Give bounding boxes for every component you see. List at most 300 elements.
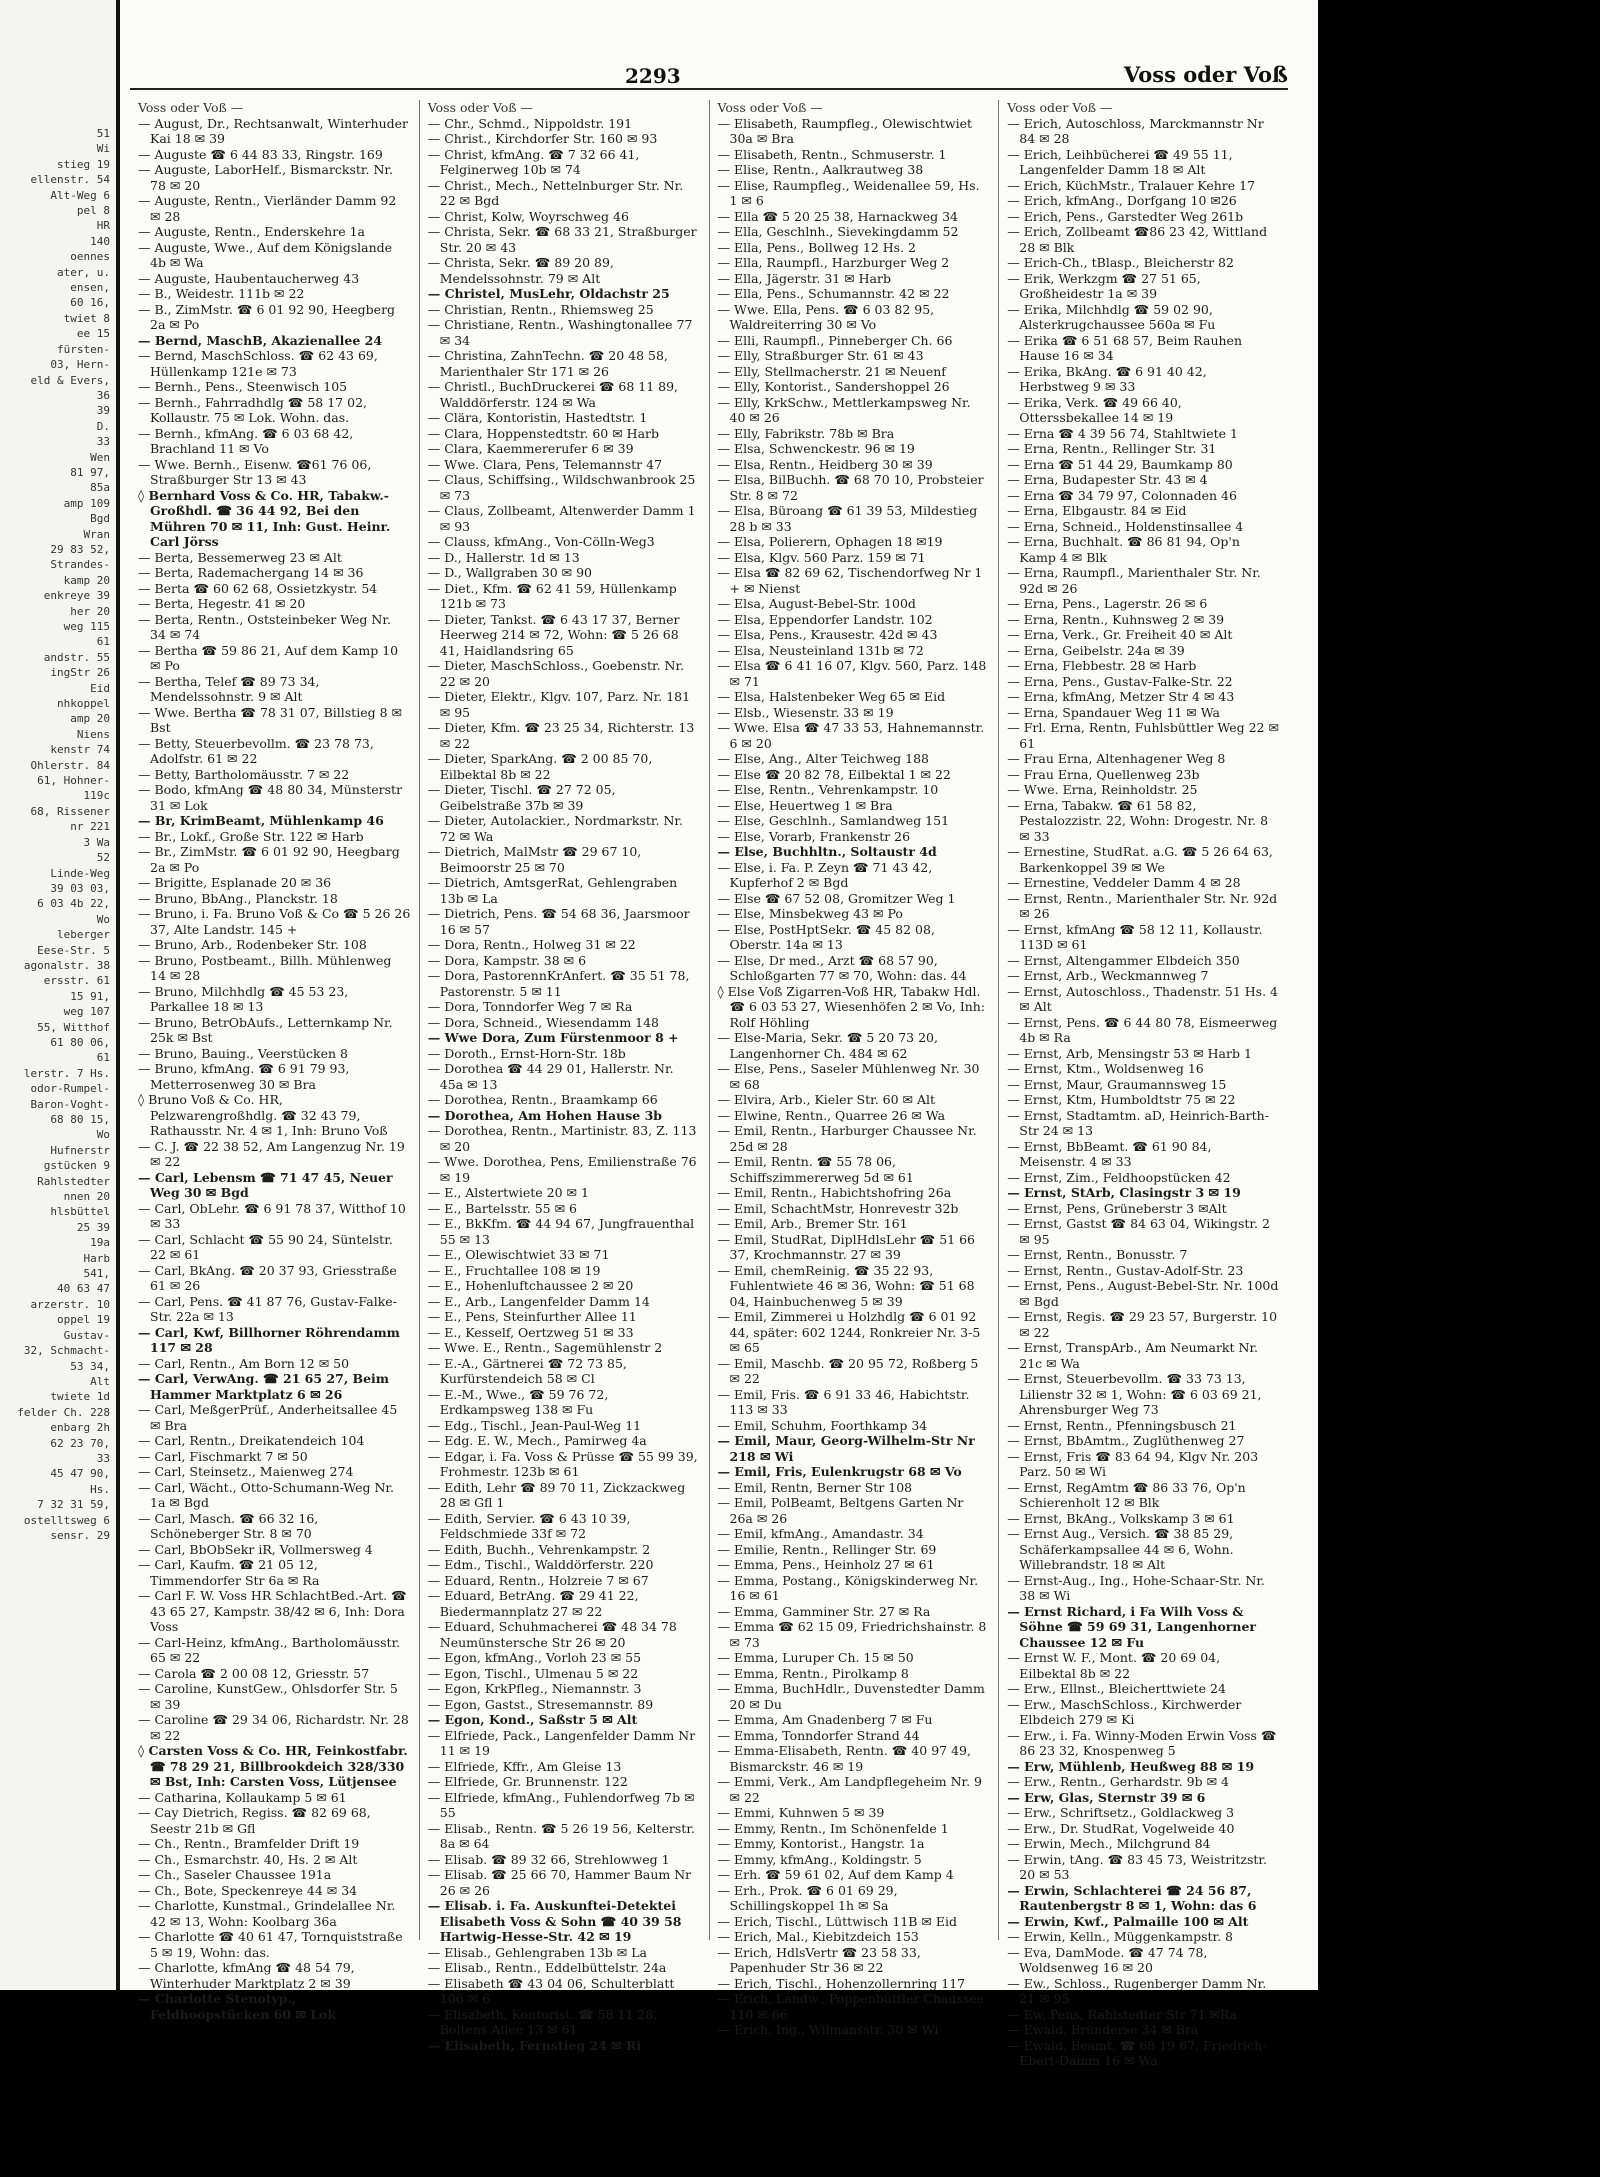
directory-entry: — Emmy, kfmAng., Koldingstr. 5: [717, 1851, 922, 1867]
left-page-line: arzerstr. 10: [30, 1297, 110, 1311]
directory-entry: — Elsa, Polierern, Ophagen 18 ✉19: [717, 534, 943, 549]
left-page-line: Ohlerstr. 84: [30, 758, 110, 772]
column-header: Voss oder Voß —: [1007, 100, 1113, 115]
directory-entry: — Dora, Rentn., Holweg 31 ✉ 22: [427, 937, 636, 952]
directory-entry: — Emma, Rentn., Pirolkamp 8: [717, 1665, 909, 1681]
directory-entry: — Auguste, Wwe., Auf dem Königslande 4b ✉ Wa: [138, 239, 393, 270]
left-page-line: Eid: [90, 681, 110, 695]
directory-entry: — Elly, KrkSchw., Mettlerkampsweg Nr. 40 ✉ 26: [717, 394, 971, 425]
directory-entry: — Elli, Raumpfl., Pinneberger Ch. 66: [717, 332, 953, 348]
directory-entry: — Br, KrimBeamt, Mühlenkamp 46: [138, 813, 384, 828]
directory-entry: — Edith, Lehr ☎ 89 70 11, Zickzackweg 28 ✉ Gfl 1: [427, 1479, 686, 1510]
left-page-line: 68, Rissener: [30, 804, 110, 818]
directory-entry: — Elsa, Rentn., Heidberg 30 ✉ 39: [717, 456, 933, 472]
left-page-line: 52: [96, 851, 110, 865]
directory-entry: — Ernst, Pens. ☎ 6 44 80 78, Eismeerweg 4b ✉ Ra: [1007, 1014, 1278, 1045]
directory-entry: — Ernst W. F., Mont. ☎ 20 69 04, Eilbektal 8b ✉ 22: [1007, 1650, 1221, 1681]
directory-entry: — B., Weidestr. 111b ✉ 22: [138, 286, 305, 301]
column-entries: [428, 116, 701, 2054]
directory-entry: — Emmy, Kontorist., Hangstr. 1a: [717, 1836, 925, 1851]
directory-entry: — Else, Dr med., Arzt ☎ 68 57 90, Schloßgarten 77 ✉ 70, Wohn: das. 44: [717, 952, 967, 983]
directory-entry: — Berta, Rentn., Oststeinbeker Weg Nr. 34 ✉ 74: [138, 611, 391, 642]
left-page-line: D.: [96, 419, 110, 433]
directory-entry: — Erik, Werkzgm ☎ 27 51 65, Großheidestr 1a ✉ 39: [1007, 270, 1201, 301]
left-page-line: ersstr. 61: [43, 974, 110, 988]
directory-entry: — Emil, PolBeamt, Beltgens Garten Nr 26a ✉ 26: [717, 1495, 964, 1526]
left-page-line: 51: [96, 127, 110, 140]
left-page-line: enbarg 2h: [50, 1421, 110, 1435]
directory-entry: — Ernst, Pens., August-Bebel-Str. Nr. 100d ✉ Bgd: [1007, 1278, 1279, 1309]
directory-entry: — Clara, Kaemmererufer 6 ✉ 39: [427, 441, 634, 456]
left-page-line: 15 91,: [70, 989, 110, 1003]
directory-entry: — Caroline ☎ 29 34 06, Richardstr. Nr. 28 ✉ 22: [138, 1712, 409, 1743]
left-page-line: 45 47 90,: [50, 1467, 110, 1481]
directory-entry: — Ernst, RegAmtm ☎ 86 33 76, Op'n Schierenholt 12 ✉ Blk: [1007, 1479, 1246, 1510]
directory-entry: — Bernh., Fahrradhdlg ☎ 58 17 02, Kollaustr. 75 ✉ Lok. Wohn. das.: [138, 394, 367, 425]
directory-entry: — Caroline, KunstGew., Ohlsdorfer Str. 5 ✉ 39: [138, 1681, 398, 1712]
directory-entry: — Elsa, Neusteinland 131b ✉ 72: [717, 642, 924, 658]
directory-entry: — E., Olewischtwiet 33 ✉ 71: [427, 1247, 610, 1262]
directory-entry: — Betty, Bartholomäusstr. 7 ✉ 22: [138, 766, 350, 782]
directory-entry: — Dietrich, MalMstr ☎ 29 67 10, Beimoorstr 25 ✉ 70: [427, 844, 642, 875]
directory-entry: — Elfriede, kfmAng., Fuhlendorfweg 7b ✉ 55: [427, 1789, 695, 1820]
directory-entry: — Elfriede, Kffr., Am Gleise 13: [427, 1758, 622, 1774]
directory-entry: — Erich, kfmAng., Dorfgang 10 ✉26: [1007, 193, 1237, 208]
left-page-line: 39 03 03,: [50, 881, 110, 895]
directory-entry: — Carl, Rentn., Dreikatendeich 104: [138, 1433, 365, 1448]
left-page-line: oppel 19: [57, 1313, 110, 1327]
left-page-line: 7 32 31 59,: [37, 1498, 110, 1512]
directory-entry: — Erna, Elbgaustr. 84 ✉ Eid: [1007, 503, 1187, 518]
directory-entry: — Elvira, Arb., Kieler Str. 60 ✉ Alt: [717, 1092, 936, 1107]
left-page-line: ee 15: [76, 327, 110, 341]
directory-entry: — Carl, Schlacht ☎ 55 90 24, Süntelstr. 22 ✉ 61: [138, 1231, 393, 1262]
left-page-line: Wran: [83, 527, 110, 541]
directory-entry: — Elwine, Rentn., Quarree 26 ✉ Wa: [717, 1107, 946, 1123]
directory-entry: — Edgar, i. Fa. Voss & Prüsse ☎ 55 99 39, Frohmestr. 123b ✉ 61: [427, 1448, 698, 1479]
directory-entry: — Erna, Buchhalt. ☎ 86 81 94, Op'n Kamp 4 ✉ Blk: [1007, 534, 1240, 565]
directory-entry: — Christ., Mech., Nettelnburger Str. Nr. 22 ✉ Bgd: [427, 177, 684, 208]
directory-entry: — Ernst, Arb., Weckmannweg 7: [1007, 968, 1209, 983]
column-entries: [718, 116, 991, 2038]
directory-entry: — Ernst, Arb, Mensingstr 53 ✉ Harb 1: [1007, 1045, 1252, 1061]
left-page-line: twiete 1d: [50, 1390, 110, 1404]
directory-entry: — Ernst, Rentn., Pfenningsbusch 21: [1007, 1417, 1237, 1433]
column-1: [130, 100, 419, 2022]
directory-entry: — Br., Lokf., Große Str. 122 ✉ Harb: [138, 828, 364, 844]
left-page-line: kamp 20: [63, 573, 110, 587]
column-entries: [1007, 116, 1280, 2069]
directory-entry: — Edith, Servier. ☎ 6 43 10 39, Feldschmiede 33f ✉ 72: [427, 1510, 631, 1541]
directory-entry: — Ernst, StArb, Clasingstr 3 ✉ 19: [1007, 1185, 1241, 1200]
directory-entry: — Ernst, Maur, Graumannsweg 15: [1007, 1076, 1227, 1092]
directory-entry: — Elisab. ☎ 25 66 70, Hammer Baum Nr 26 ✉ 26: [427, 1867, 692, 1898]
directory-entry: — Chr., Schmd., Nippoldstr. 191: [427, 115, 633, 131]
directory-entry: — Erich, HdlsVertr ☎ 23 58 33, Papenhuder Str 36 ✉ 22: [717, 1944, 921, 1975]
directory-entry: — Erich, Zollbeamt ☎86 23 42, Wittland 28 ✉ Blk: [1007, 224, 1268, 255]
directory-entry: — Erna, Pens., Lagerstr. 26 ✉ 6: [1007, 596, 1208, 611]
directory-entry: — Elise, Raumpfleg., Weidenallee 59, Hs. 1 ✉ 6: [717, 177, 980, 208]
left-page-line: 140: [90, 234, 110, 248]
directory-entry: — Carl, VerwAng. ☎ 21 65 27, Beim Hammer Marktplatz 6 ✉ 26: [138, 1371, 390, 1402]
directory-entry: — Dorothea, Rentn., Martinistr. 83, Z. 113 ✉ 20: [427, 1123, 697, 1154]
left-page-line: Wen: [90, 450, 110, 464]
directory-entry: — Else, i. Fa. P. Zeyn ☎ 71 43 42, Kupferhof 2 ✉ Bgd: [717, 859, 933, 890]
directory-entry: — Erna, Rentn., Kuhnsweg 2 ✉ 39: [1007, 611, 1225, 627]
left-page-line: nr 221: [70, 820, 110, 834]
directory-entry: — Emmi, Verk., Am Landpflegeheim Nr. 9 ✉ 22: [717, 1774, 983, 1805]
directory-entry: — Bernd, MaschSchloss. ☎ 62 43 69, Hüllenkamp 121e ✉ 73: [138, 348, 378, 379]
directory-entry: — Dieter, SparkAng. ☎ 2 00 85 70, Eilbektal 8b ✉ 22: [427, 751, 653, 782]
directory-entry: — Berta, Bessemerweg 23 ✉ Alt: [138, 549, 342, 565]
directory-entry: — Carl, Lebensm ☎ 71 47 45, Neuer Weg 30 ✉ Bgd: [138, 1169, 393, 1200]
directory-entry: — Wwe. Clara, Pens, Telemannstr 47: [427, 456, 663, 472]
directory-entry: — Carl, Steinsetz., Maienweg 274: [138, 1464, 354, 1479]
left-page-line: nnen 20: [63, 1190, 110, 1204]
left-page-line: 119c: [83, 789, 110, 803]
directory-entry: — Ernst Aug., Versich. ☎ 38 85 29, Schäferkampsallee 44 ✉ 6, Wohn. Willebrandstr. 18 ✉ Alt: [1007, 1526, 1234, 1572]
directory-entry: — Erw., Schriftsetz., Goldlackweg 3: [1007, 1805, 1235, 1820]
directory-entry: — Edg., Tischl., Jean-Paul-Weg 11: [427, 1417, 642, 1433]
directory-entry: — Ernst, Stadtamtm. aD, Heinrich-Barth-Str 24 ✉ 13: [1007, 1107, 1269, 1138]
directory-entry: — Dietrich, Pens. ☎ 54 68 36, Jaarsmoor 16 ✉ 57: [427, 906, 690, 937]
directory-entry: ◊ Bruno Voß & Co. HR, Pelzwarengroßhdlg. ☎ 32 43 79, Rathausstr. Nr. 4 ✉ 1, Inh: Bruno Voß: [138, 1092, 388, 1138]
directory-entry: ◊ Bernhard Voss & Co. HR, Tabakw.-Großhdl. ☎ 36 44 92, Bei den Mühren 70 ✉ 11, Inh: Gust. Heinr. Carl Jörss: [138, 487, 391, 549]
left-page-line: Hs.: [90, 1482, 110, 1496]
directory-entry: — Else, Heuertweg 1 ✉ Bra: [717, 797, 893, 813]
left-page-line: pel 8: [76, 204, 110, 218]
directory-entry: — Dieter, MaschSchloss., Goebenstr. Nr. 22 ✉ 20: [427, 658, 685, 689]
directory-entry: — Erw., Dr. StudRat, Vogelweide 40: [1007, 1820, 1235, 1836]
directory-entry: — Elsa, Schwenckestr. 96 ✉ 19: [717, 441, 915, 456]
directory-entry: — Ernestine, Veddeler Damm 4 ✉ 28: [1007, 875, 1241, 890]
directory-entry: — Christ., Kirchdorfer Str. 160 ✉ 93: [427, 131, 658, 146]
directory-entry: — Charlotte ☎ 40 61 47, Tornquiststraße 5 ✉ 19, Wohn: das.: [138, 1929, 403, 1960]
directory-entry: — Auguste ☎ 6 44 83 33, Ringstr. 169: [138, 146, 383, 162]
left-page-line: Wo: [96, 1128, 110, 1142]
directory-entry: — Ewald, Bründerse 34 ✉ Bra: [1007, 2022, 1199, 2037]
left-page-line: 40 63 47: [57, 1282, 110, 1296]
directory-entry: — Elsa, Halstenbeker Weg 65 ✉ Eid: [717, 689, 946, 704]
directory-entry: — Erika, Verk. ☎ 49 66 40, Otterssbekallee 14 ✉ 19: [1007, 394, 1182, 425]
directory-entry: — Wwe. Elsa ☎ 47 33 53, Hahnemannstr. 6 ✉ 20: [717, 720, 985, 751]
directory-entry: — Erna, Schneid., Holdenstinsallee 4: [1007, 518, 1244, 534]
directory-entry: — Emma, Postang., Königskinderweg Nr. 16 ✉ 61: [717, 1572, 979, 1603]
column-header: Voss oder Voß —: [138, 100, 244, 115]
directory-entry: — Emma, Gamminer Str. 27 ✉ Ra: [717, 1603, 931, 1619]
directory-entry: — Carl, Pens. ☎ 41 87 76, Gustav-Falke-Str. 22a ✉ 13: [138, 1293, 397, 1324]
directory-entry: — Elsa, Klgv. 560 Parz. 159 ✉ 71: [717, 549, 926, 565]
directory-entry: — Ewald, Beamt. ☎ 68 19 67, Friedrich-Ebert-Damm 16 ✉ Wa: [1007, 2037, 1267, 2068]
directory-entry: — Bernd, MaschB, Akazienallee 24: [138, 332, 383, 348]
left-page-line: weg 107: [63, 1005, 110, 1019]
directory-entry: — Ch., Saseler Chaussee 191a: [138, 1867, 332, 1882]
column-2: [419, 100, 709, 2053]
directory-entry: — Erw., Rentn., Gerhardstr. 9b ✉ 4: [1007, 1774, 1229, 1789]
directory-entry: — Bernh., kfmAng. ☎ 6 03 68 42, Brachland 11 ✉ Vo: [138, 425, 354, 456]
directory-entry: ◊ Carsten Voss & Co. HR, Feinkostfabr. ☎ 78 29 21, Billbrookdeich 328/330 ✉ Bst, Inh: Carsten Voss, Lütjensee: [138, 1743, 408, 1789]
directory-entry: — Emil, SchachtMstr, Honrevestr 32b: [717, 1200, 959, 1216]
left-page-line: odor-Rumpel-: [30, 1082, 110, 1096]
directory-entry: — Berta ☎ 60 62 68, Ossietzkystr. 54: [138, 580, 378, 596]
directory-entry: — D., Hallerstr. 1d ✉ 13: [427, 549, 580, 565]
directory-entry: — Erich, Mal., Kiebitzdeich 153: [717, 1929, 919, 1944]
directory-entry: — Else ☎ 20 82 78, Eilbektal 1 ✉ 22: [717, 766, 951, 782]
directory-entry: — Erna, Pens., Gustav-Falke-Str. 22: [1007, 673, 1233, 689]
directory-entry: — Ew, Pens, Rahlstedter Str 71 ✉Ra: [1007, 2006, 1238, 2022]
directory-entry: — Elisab., Rentn. ☎ 5 26 19 56, Kelterstr. 8a ✉ 64: [427, 1820, 695, 1851]
directory-entry: — Erich, Leihbücherei ☎ 49 55 11, Langenfelder Damm 18 ✉ Alt: [1007, 146, 1233, 177]
left-page-line: felder Ch. 228: [17, 1405, 110, 1419]
directory-entry: — Ernst, BbAmtm., Zuglüthenweg 27: [1007, 1433, 1245, 1448]
directory-entry: — Emil, Arb., Bremer Str. 161: [717, 1216, 908, 1231]
left-page-line: Niens: [76, 727, 110, 741]
directory-entry: — Claus, Zollbeamt, Altenwerder Damm 1 ✉ 93: [427, 503, 696, 534]
left-page-line: 62 23 70,: [50, 1436, 110, 1450]
directory-entry: — Christina, ZahnTechn. ☎ 20 48 58, Marienthaler Str 171 ✉ 26: [427, 348, 668, 379]
left-page-line: 33: [96, 1451, 110, 1465]
left-page-line: 61: [96, 1051, 110, 1065]
directory-entry: — Egon, KrkPfleg., Niemannstr. 3: [427, 1681, 642, 1696]
directory-entry: — Emma, BuchHdlr., Duvenstedter Damm 20 ✉ Du: [717, 1681, 985, 1712]
left-page-line: weg 115: [63, 620, 110, 633]
left-page-line: oennes: [70, 250, 110, 264]
column-3: [709, 100, 999, 2037]
directory-entry: — Elisab., Gehlengraben 13b ✉ La: [427, 1944, 647, 1960]
directory-entry: — Erwin, Mech., Milchgrund 84: [1007, 1836, 1211, 1851]
left-page-line: 53 34,: [70, 1359, 110, 1373]
left-page-line: 541,: [83, 1267, 110, 1281]
left-page-line: ellenstr. 54: [30, 173, 110, 187]
directory-entry: — Carl, ObLehr. ☎ 6 91 78 37, Witthof 10 ✉ 33: [138, 1200, 406, 1231]
directory-entry: — Carl-Heinz, kfmAng., Bartholomäusstr. 65 ✉ 22: [138, 1634, 401, 1665]
column-entries: [138, 116, 411, 2023]
directory-entry: — Erich, KüchMstr., Tralauer Kehre 17: [1007, 177, 1256, 193]
directory-entry: — Wwe. Dorothea, Pens, Emilienstraße 76 ✉ 19: [427, 1154, 697, 1185]
directory-entry: — Erna, Tabakw. ☎ 61 58 82, Pestalozzistr. 22, Wohn: Drogestr. Nr. 8 ✉ 33: [1007, 797, 1269, 844]
directory-entry: — E., Kesself, Oertzweg 51 ✉ 33: [427, 1324, 634, 1340]
left-page-line: her 20: [70, 604, 110, 618]
left-page-line: kenstr 74: [50, 743, 110, 757]
directory-entry: — Carola ☎ 2 00 08 12, Griesstr. 57: [138, 1665, 370, 1681]
directory-entry: — Ernst, Gastst ☎ 84 63 04, Wikingstr. 2 ✉ 95: [1007, 1216, 1270, 1247]
directory-entry: — Erna ☎ 34 79 97, Colonnaden 46: [1007, 487, 1237, 503]
directory-entry: — Elsa ☎ 82 69 62, Tischendorfweg Nr 1 + ✉ Nienst: [717, 565, 983, 596]
directory-entry: — E., Pens, Steinfurther Allee 11: [427, 1309, 637, 1324]
directory-entry: — Erwin, Kelln., Müggenkampstr. 8: [1007, 1929, 1234, 1944]
left-page-line: hlsbüttel: [50, 1205, 110, 1219]
directory-entry: — Egon, Tischl., Ulmenau 5 ✉ 22: [427, 1665, 639, 1681]
directory-entry: — Frl. Erna, Rentn, Fuhlsbüttler Weg 22 ✉ 61: [1007, 720, 1279, 751]
directory-entry: — Eva, DamMode. ☎ 47 74 78, Woldsenweg 16 ✉ 20: [1007, 1944, 1208, 1975]
directory-entry: — Wwe. Bernh., Eisenw. ☎61 76 06, Straßburger Str 13 ✉ 43: [138, 456, 372, 487]
directory-entry: — Elly, Fabrikstr. 78b ✉ Bra: [717, 425, 895, 441]
directory-entry: — C. J. ☎ 22 38 52, Am Langenzug Nr. 19 ✉ 22: [138, 1138, 405, 1169]
directory-entry: — Christ, kfmAng. ☎ 7 32 66 41, Felginerweg 10b ✉ 74: [427, 146, 640, 177]
directory-entry: — Wwe. Bertha ☎ 78 31 07, Billstieg 8 ✉ Bst: [138, 704, 402, 735]
directory-entry: — Else, Buchhltn., Soltaustr 4d: [717, 844, 937, 859]
directory-entry: — E.-M., Wwe., ☎ 59 76 72, Erdkampsweg 138 ✉ Fu: [427, 1386, 609, 1417]
directory-entry: — Ch., Esmarchstr. 40, Hs. 2 ✉ Alt: [138, 1851, 358, 1867]
directory-entry: — Emil, Zimmerei u Holzhdlg ☎ 6 01 92 44, später: 602 1244, Ronkreier Nr. 3-5 ✉ 65: [717, 1309, 981, 1355]
directory-entry: — D., Wallgraben 30 ✉ 90: [427, 565, 593, 580]
directory-entry: — Else-Maria, Sekr. ☎ 5 20 73 20, Langenhorner Ch. 484 ✉ 62: [717, 1030, 938, 1061]
directory-entry: — Christ, Kolw, Woyrschweg 46: [427, 208, 629, 224]
directory-entry: — Elisabeth ☎ 43 04 06, Schulterblatt 106 ✉ 6: [427, 1975, 675, 2006]
directory-entry: — Dora, Tonndorfer Weg 7 ✉ Ra: [427, 999, 633, 1014]
page-number: 2293: [625, 64, 681, 88]
directory-entry: — E.-A., Gärtnerei ☎ 72 73 85, Kurfürstendeich 58 ✉ Cl: [427, 1355, 627, 1386]
directory-entry: — Ernst-Aug., Ing., Hohe-Schaar-Str. Nr. 38 ✉ Wi: [1007, 1572, 1265, 1603]
left-page-line: HR: [96, 219, 110, 233]
directory-entry: — Edm., Tischl., Walddörferstr. 220: [427, 1557, 654, 1572]
directory-entry: — Elsa ☎ 6 41 16 07, Klgv. 560, Parz. 148 ✉ 71: [717, 658, 987, 689]
directory-entry: — Elsa, Pens., Krausestr. 42d ✉ 43: [717, 627, 938, 642]
directory-entry: — Br., ZimMstr. ☎ 6 01 92 90, Heegbarg 2a ✉ Po: [138, 844, 400, 875]
directory-entry: — Elly, Kontorist., Sandershoppel 26: [717, 379, 950, 394]
directory-entry: — Eduard, BetrAng. ☎ 29 41 22, Biedermannplatz 27 ✉ 22: [427, 1588, 639, 1619]
directory-entry: — Dieter, Kfm. ☎ 23 25 34, Richterstr. 13 ✉ 22: [427, 720, 695, 751]
directory-entry: — Emmi, Kuhnwen 5 ✉ 39: [717, 1805, 885, 1820]
directory-entry: — Frau Erna, Quellenweg 23b: [1007, 766, 1200, 782]
directory-entry: — Elsa, August-Bebel-Str. 100d: [717, 596, 916, 611]
directory-entry: — Else ☎ 67 52 08, Gromitzer Weg 1: [717, 890, 956, 906]
directory-entry: — Christel, MusLehr, Oldachstr 25: [427, 286, 670, 301]
left-page-line: 19a: [90, 1236, 110, 1250]
directory-entry: — Ernst, BbBeamt. ☎ 61 90 84, Meisenstr. 4 ✉ 33: [1007, 1138, 1212, 1169]
directory-entry: — Ernst, Autoschloss., Thadenstr. 51 Hs. 4 ✉ Alt: [1007, 983, 1278, 1014]
left-page-line: ostelltsweg 6: [23, 1513, 110, 1527]
directory-entry: — Emil, Schuhm, Foorthkamp 34: [717, 1417, 928, 1433]
directory-entry: — Dieter, Autolackier., Nordmarkstr. Nr. 72 ✉ Wa: [427, 813, 683, 844]
directory-entry: — Erich, Ing., Wilmansstr. 30 ✉ Wi: [717, 2022, 939, 2037]
directory-entry: — Ernst, Rentn., Bonusstr. 7: [1007, 1247, 1188, 1262]
directory-entry: — Erna ☎ 51 44 29, Baumkamp 80: [1007, 456, 1233, 472]
directory-entry: — Else, Vorarb, Frankenstr 26: [717, 828, 911, 844]
left-page-line: 60 16,: [70, 296, 110, 310]
directory-entry: — Emil, Rentn., Harburger Chaussee Nr. 25d ✉ 28: [717, 1123, 977, 1154]
left-page-line: Bgd: [90, 512, 110, 526]
directory-entry: — Dieter, Elektr., Klgv. 107, Parz. Nr. 181 ✉ 95: [427, 689, 691, 720]
directory-entry: — Ernst, BkAng., Volkskamp 3 ✉ 61: [1007, 1510, 1235, 1526]
directory-entry: — Else, Pens., Saseler Mühlenweg Nr. 30 ✉ 68: [717, 1061, 980, 1092]
directory-entry: — Emil, Rentn, Berner Str 108: [717, 1479, 913, 1495]
directory-entry: — Erwin, Kwf., Palmaille 100 ✉ Alt: [1007, 1913, 1249, 1929]
left-page-line: eld & Evers,: [30, 373, 110, 387]
directory-entry: — Berta, Rademachergang 14 ✉ 36: [138, 565, 364, 580]
left-page-line: nhkoppel: [57, 697, 110, 711]
directory-entry: — Elise, Rentn., Aalkrautweg 38: [717, 162, 924, 177]
left-page-line: ater, u.: [57, 265, 110, 279]
directory-entry: — Emil, Fris, Eulenkrugstr 68 ✉ Vo: [717, 1464, 962, 1479]
left-page-line: stieg 19: [57, 157, 110, 171]
directory-entry: — Bruno, Postbeamt., Billh. Mühlenweg 14 ✉ 28: [138, 952, 392, 983]
directory-entry: — Emma, Luruper Ch. 15 ✉ 50: [717, 1650, 914, 1665]
directory-entry: — Emil, kfmAng., Amandastr. 34: [717, 1526, 924, 1541]
page-title: Voss oder Voß: [1123, 62, 1288, 87]
directory-entry: — Erich, Landw., Poppenbüttler Chaussee 110 ✉ 66: [717, 1991, 985, 2022]
directory-entry: — August, Dr., Rechtsanwalt, Winterhuder Kai 18 ✉ 39: [138, 115, 409, 146]
directory-entry: — Elsa, BilBuchh. ☎ 68 70 10, Probsteier Str. 8 ✉ 72: [717, 472, 984, 503]
directory-entry: — Erika ☎ 6 51 68 57, Beim Rauhen Hause 16 ✉ 34: [1007, 332, 1243, 363]
directory-entry: — Elisab. ☎ 89 32 66, Strehlowweg 1: [427, 1851, 670, 1867]
left-page-line: Rahlstedter: [37, 1174, 110, 1188]
directory-entry: — Elfriede, Gr. Brunnenstr. 122: [427, 1774, 628, 1789]
directory-entry: — Ella ☎ 5 20 25 38, Harnackweg 34: [717, 208, 958, 224]
left-page-fragment: [0, 0, 120, 1990]
left-page-line: 29 83 52,: [50, 542, 110, 556]
directory-entry: — Carl, Fischmarkt 7 ✉ 50: [138, 1448, 308, 1464]
directory-entry: — Emmy, Rentn., Im Schönenfelde 1: [717, 1820, 949, 1836]
directory-entry: — Bruno, BbAng., Planckstr. 18: [138, 890, 338, 906]
directory-entry: — Erw., i. Fa. Winny-Moden Erwin Voss ☎ 86 23 32, Knospenweg 5: [1007, 1727, 1277, 1758]
left-page-line: Eese-Str. 5: [37, 943, 110, 957]
directory-entry: — Ella, Jägerstr. 31 ✉ Harb: [717, 270, 891, 286]
left-page-line: ensen,: [70, 281, 110, 295]
directory-entry: — Christiane, Rentn., Washingtonallee 77 ✉ 34: [427, 317, 693, 348]
directory-entry: — Carl, Wächt., Otto-Schumann-Weg Nr. 1a ✉ Bgd: [138, 1479, 394, 1510]
left-page-line: gstücken 9: [43, 1159, 110, 1173]
directory-entry: — Erika, BkAng. ☎ 6 91 40 42, Herbstweg 9 ✉ 33: [1007, 363, 1207, 394]
directory-entry: — Ernst, Rentn., Gustav-Adolf-Str. 23: [1007, 1262, 1244, 1278]
directory-entry: — Erw., MaschSchloss., Kirchwerder Elbdeich 279 ✉ Ki: [1007, 1696, 1242, 1727]
directory-entry: — Dora, Kampstr. 38 ✉ 6: [427, 952, 587, 968]
directory-entry: — Dorothea, Rentn., Braamkamp 66: [427, 1092, 658, 1107]
directory-entry: — Bruno, Bauing., Veerstücken 8: [138, 1045, 348, 1061]
directory-entry: — Egon, Kond., Saßstr 5 ✉ Alt: [427, 1712, 638, 1727]
left-page-line: enkreye 39: [43, 589, 110, 603]
directory-entry: — Erich, Autoschloss, Marckmannstr Nr 84 ✉ 28: [1007, 115, 1264, 146]
directory-entry: — Dora, Schneid., Wiesendamm 148: [427, 1014, 660, 1030]
directory-entry: — Carl, Masch. ☎ 66 32 16, Schöneberger Str. 8 ✉ 70: [138, 1510, 319, 1541]
column-4: [998, 100, 1288, 2068]
left-page-line: 68 80 15,: [50, 1113, 110, 1126]
directory-entry: — Auguste, Haubentaucherweg 43: [138, 270, 360, 286]
left-page-line: 39: [96, 404, 110, 418]
left-page-line: 33: [96, 435, 110, 449]
directory-entry: — Erich, Tischl., Hohenzollernring 117: [717, 1975, 966, 1991]
directory-entry: — Ernst, Regis. ☎ 29 23 57, Burgerstr. 10 ✉ 22: [1007, 1309, 1278, 1340]
directory-entry: — Else, PostHptSekr. ☎ 45 82 08, Oberstr. 14a ✉ 13: [717, 921, 935, 952]
left-page-line: 03, Hern-: [50, 358, 110, 372]
directory-entry: — Erna, Spandauer Weg 11 ✉ Wa: [1007, 704, 1220, 720]
directory-entry: — Egon, kfmAng., Vorloh 23 ✉ 55: [427, 1650, 642, 1665]
directory-entry: — Bruno, Milchhdlg ☎ 45 53 23, Parkallee 18 ✉ 13: [138, 983, 349, 1014]
directory-entry: — Else, Geschlnh., Samlandweg 151: [717, 813, 950, 828]
directory-entry: — Berta, Hegestr. 41 ✉ 20: [138, 596, 306, 611]
directory-entry: — Christl., BuchDruckerei ☎ 68 11 89, Walddörferstr. 124 ✉ Wa: [427, 379, 679, 410]
directory-entry: — Erna, Flebbestr. 28 ✉ Harb: [1007, 658, 1197, 673]
directory-entry: — Emil, Rentn. ☎ 55 78 06, Schiffszimmererweg 5d ✉ 61: [717, 1154, 914, 1185]
directory-entry: — Elisab., Rentn., Eddelbüttelstr. 24a: [427, 1960, 667, 1975]
directory-entry: — Ella, Pens., Schumannstr. 42 ✉ 22: [717, 286, 950, 301]
directory-entry: — Claus, Schiffsing., Wildschwanbrook 25 ✉ 73: [427, 472, 696, 503]
left-page-line: 61: [96, 635, 110, 649]
directory-entry: — Erwin, Schlachterei ☎ 24 56 87, Rautenbergstr 8 ✉ 1, Wohn: das 6: [1007, 1882, 1257, 1913]
directory-entry: — Carl, MeßgerPrüf., Anderheitsallee 45 ✉ Bra: [138, 1402, 398, 1433]
directory-entry: — Auguste, Rentn., Vierländer Damm 92 ✉ 28: [138, 193, 397, 224]
left-page-line: 6 03 4b 22,: [37, 897, 110, 911]
directory-entry: — Carl F. W. Voss HR SchlachtBed.-Art. ☎ 43 65 27, Kampstr. 38/42 ✉ 6, Inh: Dora Voss: [138, 1588, 407, 1634]
directory-entry: — Emil, StudRat, DiplHdlsLehr ☎ 51 66 37, Krochmannstr. 27 ✉ 39: [717, 1231, 976, 1262]
directory-entry: — Carl, Kaufm. ☎ 21 05 12, Timmendorfer Str 6a ✉ Ra: [138, 1557, 320, 1588]
directory-entry: — Catharina, Kollaukamp 5 ✉ 61: [138, 1789, 347, 1805]
directory-entry: — Erna, Geibelstr. 24a ✉ 39: [1007, 642, 1185, 658]
directory-entry: — Erwin, tAng. ☎ 83 45 73, Weistritzstr. 20 ✉ 53: [1007, 1851, 1267, 1882]
left-page-line: agonalstr. 38: [23, 958, 110, 972]
directory-entry: — Erw, Glas, Sternstr 39 ✉ 6: [1007, 1789, 1206, 1805]
left-page-line: 61 80 06,: [50, 1035, 110, 1049]
